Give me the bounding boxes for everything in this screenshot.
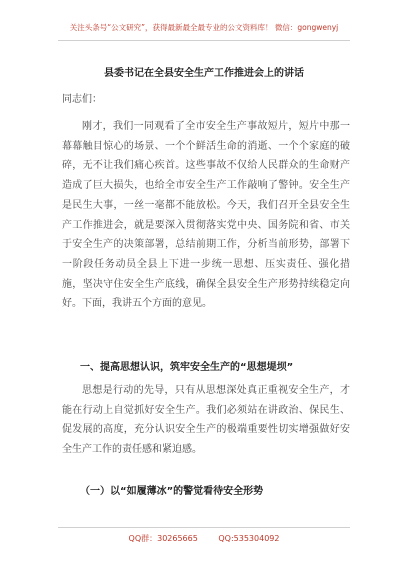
footer-contact (0, 533, 408, 544)
greeting: 同志们： (62, 94, 102, 105)
header-banner: 关注头条号“公文研究”，获得最新最全最专业的公文资料库！ 微信：gongwenyj (69, 23, 339, 32)
paragraph-intro: 刚才，我们一同观看了全市安全生产事故短片，短片中那一幕幕触目惊心的场景、一个个鲜活生命的消逝、一个个家庭的破碎，无不让我们痛心疾首。这些事故不仅给人民群众的生命财产造成了巨大损失，也给全市安全生产工作敲响了警钟。安全生产是民生大事，一丝一毫都不能放松。今天，我们召开全县安全生产工作推进会，就是要深入贯彻落实党中央、国务院和省、市关于安全生产的决策部署，总结前期工作，分析当前形势，部署下一阶段任务动员全县上下进一步统一思想、压实责任、强化措施，坚决守住安全生产底线，确保全县安全生产形势持续稳定向好。下面，我讲五个方面的意见。 (62, 121, 350, 310)
header-divider (58, 40, 350, 41)
footer-divider (58, 527, 350, 528)
footer-qq-group: QQ群：30265665 (128, 534, 198, 543)
paragraph-section-1: 思想是行动的先导，只有从思想深处真正重视安全生产，才能在行动上自觉抓好安全生产。我们必须站在讲政治、保民生、促发展的高度，充分认识安全生产的极端重要性切实增强做好安全生产工作的责任感和紧迫感。 (62, 385, 350, 456)
section-heading-1: 一、提高思想认识，筑牢安全生产的“思想堤坝” (80, 362, 294, 373)
footer-qq: QQ:535304092 (218, 534, 280, 543)
document-title: 县委书记在全县安全生产工作推进会上的讲话 (104, 68, 304, 79)
subsection-heading-1: （一）以“如履薄冰”的警觉看待安全形势 (80, 486, 264, 497)
